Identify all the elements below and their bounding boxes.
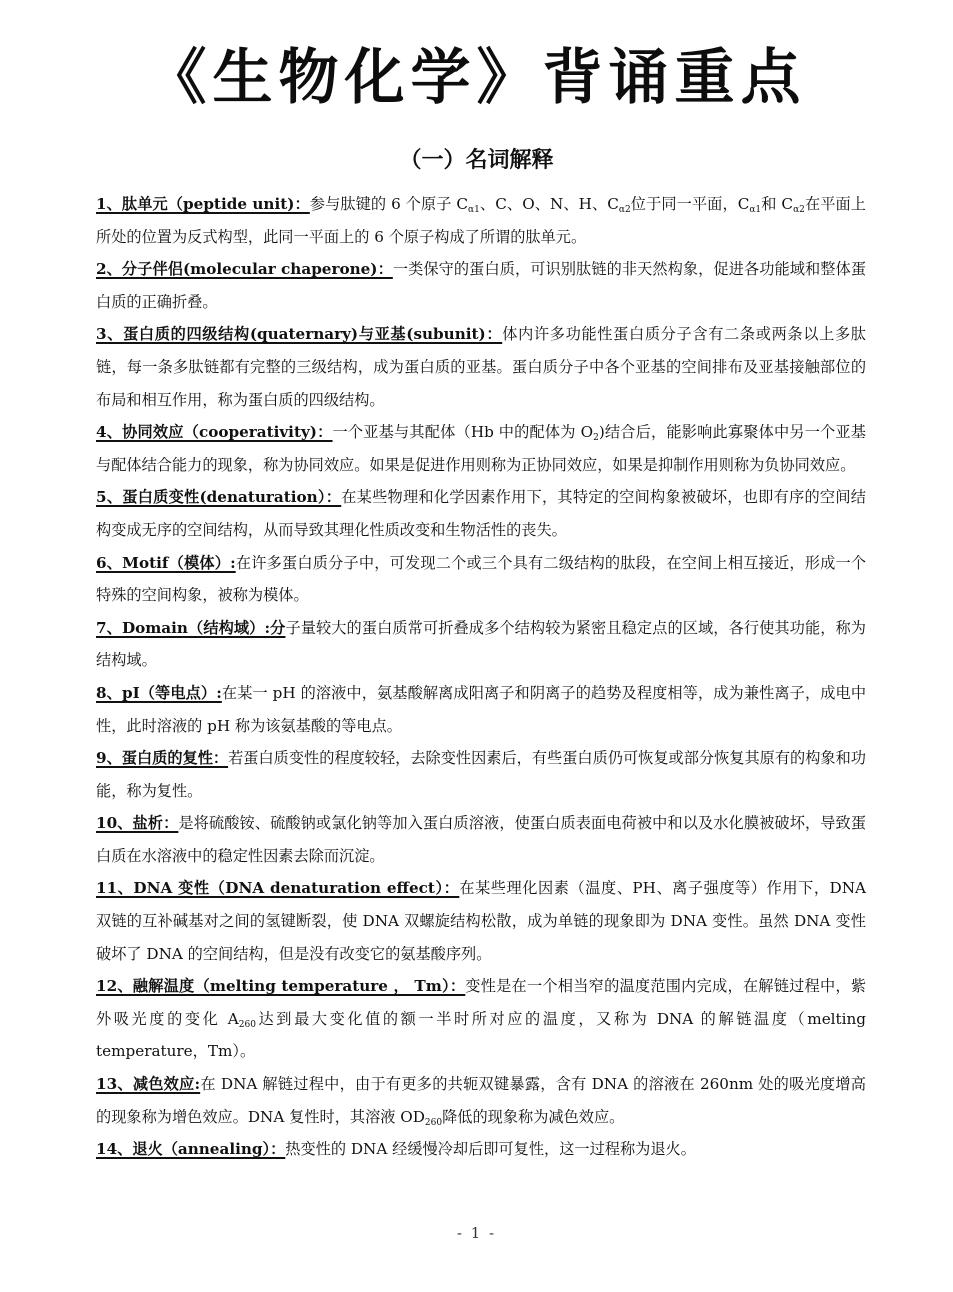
definition-text: 参与肽键的 6 个原子 C (309, 195, 469, 213)
section-title: （一）名词解释 (399, 148, 554, 173)
definition-text: 在 DNA 解链过程中，由于有更多的共轭双键暴露，含有 DNA 的溶液在 260nm 处的吸光度增高的现象称为增色效应。DNA 复性时，其溶液 OD (96, 1075, 866, 1126)
definition-text: 降低的现象称为减色效应。 (442, 1107, 625, 1126)
definition-item (96, 188, 866, 253)
definition-term: 3、蛋白质的四级结构(quaternary)与亚基(subunit)： (96, 325, 503, 344)
definition-item (96, 1068, 866, 1133)
definition-term: 13、减色效应: (96, 1075, 201, 1094)
definition-item (96, 318, 866, 416)
subscript: α2 (793, 205, 805, 215)
definition-item (96, 612, 866, 677)
definition-text: 一类保守的蛋白质，可识别肽链的非天然构象，促进各功能域和整体蛋白质的正确折叠。 (96, 260, 866, 311)
definition-text: 一个亚基与其配体（Hb 中的配体为 O (332, 423, 594, 442)
definition-item (96, 1133, 866, 1166)
definition-term: 9、蛋白质的复性： (96, 749, 229, 768)
definition-text: )结合后，能影响此寡聚体中另一个亚基与配体结合能力的现象，称为协同效应。如果是促进作用则称为正协同效应，如果是抑制作用则称为负协同效应。 (96, 423, 866, 474)
definition-text: 是将硫酸铵、硫酸钠或氯化钠等加入蛋白质溶液，使蛋白质表面电荷被中和以及水化膜被破坏，导致蛋白质在水溶液中的稳定性因素去除而沉淀。 (96, 814, 867, 865)
definition-text: 达到最大变化值的额一半时所对应的温度，又称为 DNA 的解链温度（melting temperature，Tm）。 (96, 1009, 866, 1061)
subscript: 260 (424, 1117, 443, 1128)
definition-text: 热变性的 DNA 经缓慢冷却后即可复性，这一过程称为退火。 (285, 1140, 696, 1159)
definition-item (96, 253, 866, 318)
subscript: α1 (749, 205, 762, 215)
definition-term: 5、蛋白质变性(denaturation）： (96, 488, 342, 507)
definition-text: 在平面上所处的位置为反式构型，此同一平面上的 6 个原子构成了所谓的肽单元。 (96, 195, 866, 246)
definition-text: 位于同一平面，C (630, 195, 750, 213)
definition-text: 若蛋白质变性的程度较轻，去除变性因素后，有些蛋白质仍可恢复或部分恢复其原有的构象和功能，称为复性。 (96, 749, 866, 800)
definition-item (96, 547, 866, 612)
definition-item (96, 677, 866, 742)
definition-term: 7、Domain（结构域）:分 (96, 618, 286, 637)
definition-text: 体内许多功能性蛋白质分子含有二条或两条以上多肽链，每一条多肽链都有完整的三级结构，成为蛋白质的亚基。蛋白质分子中各个亚基的空间排布及亚基接触部位的布局和相互作用，称为蛋白质的四级结构。 (96, 325, 866, 409)
definition-list (96, 188, 866, 1166)
definition-term: 11、DNA 变性（DNA denaturation effect）： (96, 879, 460, 898)
definition-item (96, 807, 866, 872)
definition-item (96, 872, 866, 970)
subscript: α1 (468, 205, 480, 215)
definition-text: 和 C (761, 195, 794, 213)
definition-text: 子量较大的蛋白质常可折叠成多个结构较为紧密且稳定点的区域，各行使其功能，称为结构域。 (96, 618, 866, 670)
definition-item (96, 970, 866, 1068)
definition-text: 、C、O、N、H、C (479, 195, 619, 213)
page-title: 《生物化学》背诵重点 (146, 43, 807, 113)
definition-term: 2、分子伴侣(molecular chaperone)： (96, 260, 393, 279)
definition-term: 14、退火（annealing）： (96, 1140, 286, 1159)
definition-text: 在某些理化因素（温度、PH、离子强度等）作用下，DNA 双链的互补碱基对之间的氢键断裂，使 DNA 双螺旋结构松散，成为单链的现象即为 DNA 变性。虽然 DNA 变性破坏了 DNA 的空间结构，但是没有改变它的氨基酸序列。 (96, 879, 866, 963)
definition-item (96, 742, 866, 807)
subscript: 260 (238, 1019, 256, 1030)
definition-term: 1、肽单元（peptide unit)： (96, 195, 310, 213)
definition-term: 6、Motif（模体）: (96, 553, 236, 572)
definition-item (96, 416, 866, 481)
definition-text: 在某些物理和化学因素作用下，其特定的空间构象被破坏，也即有序的空间结构变成无序的空间结构，从而导致其理化性质改变和生物活性的丧失。 (96, 488, 866, 539)
definition-term: 4、协同效应（cooperativity)： (96, 423, 333, 442)
definition-text: 变性是在一个相当窄的温度范围内完成，在解链过程中，紫外吸光度的变化 A (96, 977, 867, 1028)
definition-term: 8、pI（等电点）: (96, 683, 222, 702)
definition-term: 10、盐析： (96, 814, 179, 833)
subscript: 2 (593, 433, 599, 444)
subscript: α2 (618, 205, 631, 215)
definition-text: 在某一 pH 的溶液中，氨基酸解离成阳离子和阴离子的趋势及程度相等，成为兼性离子，成电中性，此时溶液的 pH 称为该氨基酸的等电点。 (96, 683, 867, 735)
definition-item (96, 481, 866, 546)
definition-term: 12、融解温度（melting temperature ， Tm）： (96, 977, 466, 996)
page-number: - 1 - (456, 1224, 497, 1242)
definition-text: 在许多蛋白质分子中，可发现二个或三个具有二级结构的肽段，在空间上相互接近，形成一个特殊的空间构象，被称为模体。 (96, 553, 867, 605)
